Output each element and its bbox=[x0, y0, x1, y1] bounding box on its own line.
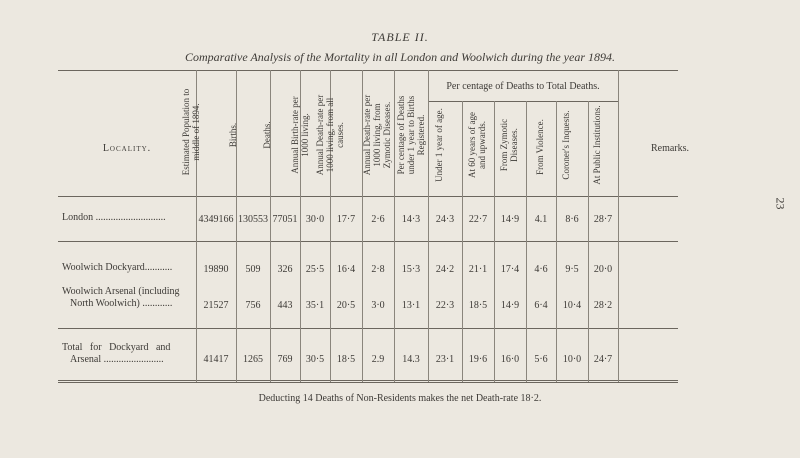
cell-zymotic: 14·9 bbox=[500, 214, 520, 225]
header-zymotic: From Zymotic Diseases. bbox=[499, 118, 519, 172]
header-remarks: Remarks. bbox=[650, 143, 690, 154]
cell-death-rate: 17·7 bbox=[336, 214, 356, 225]
cell-death-rate: 20·5 bbox=[336, 300, 356, 311]
rule-top bbox=[58, 70, 678, 71]
rule-subhead bbox=[428, 101, 618, 102]
col-rule bbox=[556, 101, 557, 382]
cell-violence: 4.1 bbox=[534, 214, 548, 225]
header-over60: At 60 years of age and upwards. bbox=[467, 112, 487, 178]
cell-institutions: 24·7 bbox=[593, 354, 613, 365]
row-locality-line1: Total for Dockyard and bbox=[62, 342, 171, 353]
cell-violence: 4·6 bbox=[534, 264, 548, 275]
cell-under1: 23·1 bbox=[435, 354, 455, 365]
rule-woolwich bbox=[58, 328, 678, 329]
rule-header-bottom bbox=[58, 196, 678, 197]
cell-population: 4349166 bbox=[198, 214, 234, 225]
col-rule bbox=[394, 70, 395, 382]
row-locality: London ............................ bbox=[62, 212, 166, 223]
cell-birth-rate: 25·5 bbox=[305, 264, 325, 275]
table-title: TABLE II. bbox=[371, 30, 429, 44]
row-locality: Woolwich Dockyard........... bbox=[62, 262, 173, 273]
cell-infant: 15·3 bbox=[401, 264, 421, 275]
col-rule bbox=[428, 70, 429, 382]
col-rule bbox=[494, 101, 495, 382]
rule-london bbox=[58, 241, 678, 242]
header-death-rate: Annual Death-rate per 1000 living, from all causes. bbox=[315, 94, 345, 176]
col-rule bbox=[618, 70, 619, 382]
header-inquests: Coroner's Inquests. bbox=[561, 110, 571, 180]
cell-deaths: 443 bbox=[277, 300, 293, 311]
cell-violence: 5·6 bbox=[534, 354, 548, 365]
table-footnote: Deducting 14 Deaths of Non-Residents makes the net Death-rate 18·2. bbox=[258, 393, 542, 404]
header-institutions: At Public Institutions. bbox=[592, 105, 602, 185]
header-population: Estimated Population to middle of 1894. bbox=[181, 88, 201, 176]
cell-infant: 14·3 bbox=[401, 214, 421, 225]
cell-population: 21527 bbox=[203, 300, 229, 311]
header-violence: From Violence. bbox=[535, 119, 545, 175]
cell-zymotic-rate: 2·6 bbox=[371, 214, 385, 225]
header-zymotic-rate: Annual Death-rate per 1000 living, from Zymotic Diseases. bbox=[362, 94, 392, 176]
cell-over60: 22·7 bbox=[468, 214, 488, 225]
cell-over60: 18·5 bbox=[468, 300, 488, 311]
cell-deaths: 77051 bbox=[272, 214, 298, 225]
cell-inquests: 10·4 bbox=[562, 300, 582, 311]
cell-under1: 22·3 bbox=[435, 300, 455, 311]
cell-zymotic: 17·4 bbox=[500, 264, 520, 275]
cell-violence: 6·4 bbox=[534, 300, 548, 311]
cell-over60: 19·6 bbox=[468, 354, 488, 365]
cell-birth-rate: 30·0 bbox=[305, 214, 325, 225]
cell-births: 130553 bbox=[238, 214, 268, 225]
cell-inquests: 9·5 bbox=[565, 264, 579, 275]
table-subtitle: Comparative Analysis of the Mortality in all London and Woolwich during the year 1894. bbox=[185, 50, 615, 64]
cell-institutions: 28·2 bbox=[593, 300, 613, 311]
cell-deaths: 326 bbox=[277, 264, 293, 275]
header-under1: Under 1 year of age. bbox=[434, 108, 444, 182]
cell-infant: 13·1 bbox=[401, 300, 421, 311]
cell-births: 509 bbox=[245, 264, 261, 275]
cell-zymotic: 16·0 bbox=[500, 354, 520, 365]
cell-institutions: 28·7 bbox=[593, 214, 613, 225]
header-deaths: Deaths. bbox=[262, 121, 272, 149]
header-locality: Locality. bbox=[102, 143, 152, 154]
cell-infant: 14.3 bbox=[402, 354, 420, 365]
cell-births: 756 bbox=[245, 300, 261, 311]
row-locality-line1: Woolwich Arsenal (including bbox=[62, 286, 180, 297]
cell-institutions: 20·0 bbox=[593, 264, 613, 275]
col-rule bbox=[526, 101, 527, 382]
cell-death-rate: 16·4 bbox=[336, 264, 356, 275]
cell-birth-rate: 35·1 bbox=[305, 300, 325, 311]
cell-inquests: 8·6 bbox=[565, 214, 579, 225]
header-infant: Per centage of Deaths under 1 year to Births Registered. bbox=[396, 95, 426, 175]
cell-deaths: 769 bbox=[277, 354, 293, 365]
cell-birth-rate: 30·5 bbox=[305, 354, 325, 365]
header-births: Births. bbox=[228, 122, 238, 148]
cell-population: 19890 bbox=[203, 264, 229, 275]
col-rule bbox=[588, 101, 589, 382]
cell-zymotic-rate: 2.9 bbox=[371, 354, 385, 365]
rule-bottom bbox=[58, 380, 678, 383]
row-locality-line2: North Woolwich) ............ bbox=[70, 298, 173, 309]
cell-over60: 21·1 bbox=[468, 264, 488, 275]
cell-zymotic: 14·9 bbox=[500, 300, 520, 311]
cell-births: 1265 bbox=[243, 354, 263, 365]
page-number: 23 bbox=[773, 197, 788, 210]
cell-under1: 24·3 bbox=[435, 214, 455, 225]
cell-under1: 24·2 bbox=[435, 264, 455, 275]
cell-population: 41417 bbox=[203, 354, 229, 365]
col-rule bbox=[462, 101, 463, 382]
cell-zymotic-rate: 2·8 bbox=[371, 264, 385, 275]
cell-death-rate: 18·5 bbox=[336, 354, 356, 365]
cell-zymotic-rate: 3·0 bbox=[371, 300, 385, 311]
cell-inquests: 10·0 bbox=[562, 354, 582, 365]
row-locality-line2: Arsenal ........................ bbox=[70, 354, 164, 365]
header-birth-rate: Annual Birth-rate per 1000 living. bbox=[290, 96, 310, 174]
header-percentage-group: Per centage of Deaths to Total Deaths. bbox=[446, 81, 600, 92]
